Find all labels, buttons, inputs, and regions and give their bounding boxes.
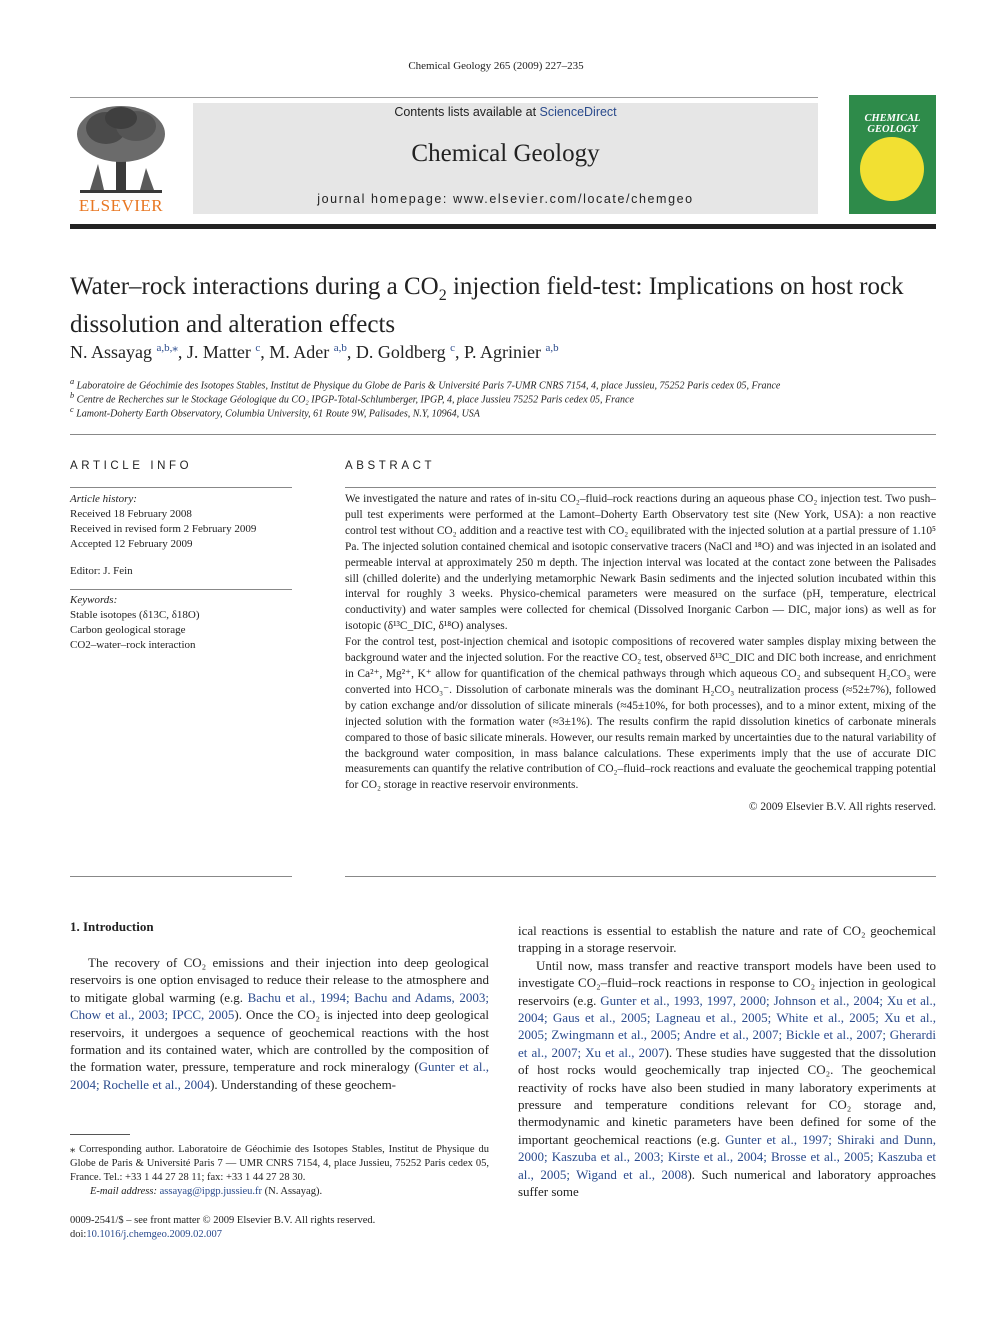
- article-info-rule: [70, 487, 292, 488]
- abstract-paragraph: We investigated the nature and rates of in-situ CO₂–fluid–rock reactions during an aqueous phase CO₂ injection test. Two push–pull test experiments were performed at the Lamont–Doherty Earth Observatory test site (New York, USA): a non reactive control test without CO₂ addition and a reactive test with CO₂ equilibrated with the injected solution at a partial pressure of 1.10⁵ Pa. The injected solution contained chemical and isotopic conservative tracers (NaCl and ¹⁸O) and was injected in an isolated and permeable interval at approximately 250 m depth. The injection interval was located at the contact zone between the Palisades sill (chilled dolerite) and the underlying metamorphic Newark Basin sediments and the injected solution incubated within this interval for roughly 3 weeks. Physico-chemical parameters were measured on the surface (pH, temperature, electrical conductivity) and water samples were collected for chemical (Dissolved Inorganic Carbon — DIC, major ions) as well as for isotopic (δ¹³C_DIC, δ¹⁸O) analyses.: [345, 493, 936, 633]
- journal-homepage[interactable]: journal homepage: www.elsevier.com/locate/chemgeo: [317, 192, 694, 206]
- citation-link[interactable]: Gunter et al., 1997; Shiraki and Dunn, 2000; Kaszuba et al., 2003; Kirste et al., 2004; Brosse et al., 2005; Kaszuba et al., 2005; Wigand et al., 2008: [518, 1131, 936, 1182]
- article-title: [70, 272, 936, 339]
- citation-link[interactable]: Gunter et al., 1993, 1997, 2000; Johnson et al., 2004; Xu et al., 2004; Gaus et al., 2005; Lagneau et al., 2005; White et al., 2005; Xu et al., 2005; Zwingmann et al., 2005; Andre et al., 2007; Bickle et al., 2007; Gherardi et al., 2007; Xu et al., 2007: [518, 992, 937, 1060]
- header-bottom-rule: [70, 224, 936, 229]
- abstract-paragraph: For the control test, post-injection chemical and isotopic compositions of recovered water samples display mixing between the background water and the injected solution. For the reactive CO₂ test, observed δ¹³C_DIC and DIC both increase, and enrichment in Ca²⁺, Mg²⁺, K⁺ allow for quantification of the chemical pathways through which aqueous CO₂ and subsequent H₂CO₃ were converted into HCO₃⁻. Dissolution of carbonate minerals was the dominant H₂CO₃ neutralization process (≈52±7%), followed by cation exchange and/or dissolution of silicate minerals (≈45±10%, for both processes), and to a minor extent, mixing of the injected solution with the formation water (≈3±1%). The results confirm the rapid dissolution kinetics of carbonate minerals compared to those of basic silicate minerals. However, our results remain marked by uncertainties due to the natural variability of the background water composition, in mass balance calculations. These experiments imply that the use of accurate DIC measurements can quantify the relative contribution of CO₂–fluid–rock reactions and evaluate the geochemical trapping potential for CO₂ storage in reactive reservoir environments.: [345, 636, 936, 792]
- journal-name: Chemical Geology: [411, 140, 600, 167]
- abstract-rule: [345, 487, 936, 488]
- doi-link[interactable]: 10.1016/j.chemgeo.2009.02.007: [86, 1229, 222, 1240]
- affiliation: $^c$ Lamont-Doherty Earth Observatory, Columbia University, 61 Route 9W, Palisades, N.Y, 10964, USA: [70, 405, 480, 420]
- email-link[interactable]: assayag@ipgp.jussieu.fr: [159, 1186, 263, 1197]
- title-part-2: injection field-test: Implications on host rock dissolution and alteration effects: [70, 273, 904, 338]
- corresponding-author-footnote: [70, 1143, 489, 1199]
- affiliation: $^a$ Laboratoire de Géochimie des Isotopes Stables, Institut de Physique du Globe de Paris & Université Paris 7-UMR CNRS 7154, 4, place Jussieu, 75252 Paris cedex 05, France: [70, 377, 781, 392]
- doi-line: doi:10.1016/j.chemgeo.2009.02.007: [70, 1229, 222, 1240]
- article-history: [70, 492, 292, 552]
- abstract-bottom-rule: [345, 876, 936, 877]
- intro-paragraph: The recovery of CO₂ emissions and their injection into deep geological reservoirs is one option envisaged to reduce their release to the atmosphere and to mitigate global warming (e.g. Bachu et al., 1994; Bachu and Adams, 2003; Chow et al., 2003; IPCC, 2005). Once the CO₂ is injected into deep geological reservoirs, it undergoes a sequence of geochemical reactions with the host formation and its contained water, which are controlled by the composition of the formation water, pressure, temperature and rock mineralogy (Gunter et al., 2004; Rochelle et al., 2004). Understanding of these geochem-: [70, 955, 490, 1092]
- keyword: Stable isotopes (δ13C, δ18O): [70, 609, 200, 621]
- received-date: Received 18 February 2008: [70, 508, 192, 520]
- abstract-heading: ABSTRACT: [345, 460, 436, 472]
- intro-right-column: [518, 922, 936, 1201]
- affiliation: $^b$ Centre de Recherches sur le Stockage Géologique du CO₂ IPGP-Total-Schlumberger, IPGP, 4, place Jussieu 75252 Paris cedex 05, France: [70, 391, 634, 406]
- footnote-text: ⁎ Corresponding author. Laboratoire de Géochimie des Isotopes Stables, Institut de Physique du Globe de Paris & Université Paris 7 — UMR CNRS 7154, 4, place Jussieu, 75252 Paris cedex 05, France. Tel.: +33 1 44 27 28 11; fax: +33 1 44 27 28 30.: [70, 1144, 489, 1183]
- issn-line: 0009-2541/$ – see front matter © 2009 Elsevier B.V. All rights reserved.: [70, 1215, 376, 1226]
- section-heading-introduction: 1. Introduction: [70, 919, 154, 934]
- contents-prefix: Contents lists available at: [394, 105, 540, 119]
- info-bottom-rule: [70, 876, 292, 877]
- publisher-name: ELSEVIER: [78, 196, 164, 215]
- front-matter: [70, 1214, 489, 1242]
- cover-title: [849, 113, 936, 135]
- title-subscript: 2: [438, 287, 447, 304]
- citation-link[interactable]: Gunter et al., 2004; Rochelle et al., 2004: [70, 1059, 489, 1092]
- cover-title-line-2: GEOLOGY: [867, 124, 918, 135]
- sciencedirect-link[interactable]: ScienceDirect: [539, 105, 617, 119]
- keyword: CO2–water–rock interaction: [70, 639, 196, 651]
- copyright: © 2009 Elsevier B.V. All rights reserved.: [748, 801, 936, 814]
- accepted-date: Accepted 12 February 2009: [70, 538, 193, 550]
- journal-citation: Chemical Geology 265 (2009) 227–235: [408, 60, 584, 72]
- intro-paragraph: Until now, mass transfer and reactive transport models have been used to investigate CO₂–fluid–rock reactions in response to CO₂ injection in geological reservoirs (e.g. Gunter et al., 1993, 1997, 2000; Johnson et al., 2004; Xu et al., 2004; Gaus et al., 2005; Lagneau et al., 2005; White et al., 2005; Xu et al., 2005; Zwingmann et al., 2005; Andre et al., 2007; Bickle et al., 2007; Gherardi et al., 2007; Xu et al., 2007). These studies have suggested that the dissolution of host rocks would geochemically trap injected CO₂. The geochemical reactivity of rocks have also been studied in many laboratory experiments at pressure and temperature conditions relevant for CO₂ storage and, thermodynamic and kinetic parameters have been defined for some of the important geochemical reactions (e.g. Gunter et al., 1997; Shiraki and Dunn, 2000; Kaszuba et al., 2003; Kirste et al., 2004; Brosse et al., 2005; Kaszuba et al., 2005; Wigand et al., 2008). Such numerical and laboratory approaches suffer some: [518, 957, 937, 1200]
- cover-title-line-1: CHEMICAL: [864, 113, 921, 124]
- keywords-label: Keywords:: [70, 594, 118, 606]
- author: M. Ader $^{a,b}$: [269, 342, 347, 362]
- intro-paragraph: ical reactions is essential to establish the nature and rate of CO₂ geochemical trapping in a storage reservoir.: [518, 923, 936, 956]
- header-rule: [70, 97, 818, 98]
- email-line: E-mail address: assayag@ipgp.jussieu.fr (N. Assayag).: [90, 1186, 323, 1197]
- citation-link[interactable]: Bachu et al., 1994; Bachu and Adams, 2003; Chow et al., 2003; IPCC, 2005: [70, 989, 490, 1023]
- editor: Editor: J. Fein: [70, 565, 133, 577]
- keywords: [70, 593, 292, 653]
- keywords-rule: [70, 589, 292, 590]
- revised-date: Received in revised form 2 February 2009: [70, 523, 257, 535]
- title-part-1: Water–rock interactions during a CO: [70, 273, 439, 300]
- keyword: Carbon geological storage: [70, 624, 186, 636]
- footnote-rule: [70, 1134, 130, 1135]
- title-block-rule: [70, 434, 936, 435]
- history-label: Article history:: [70, 493, 137, 505]
- abstract-body: [345, 492, 936, 816]
- author: J. Matter $^c$: [186, 342, 261, 362]
- contents-line: [193, 105, 818, 119]
- author: N. Assayag $^{a,b,⁎}$: [70, 342, 178, 362]
- intro-left-column: [70, 954, 489, 1093]
- author: P. Agrinier $^{a,b}$: [463, 342, 559, 362]
- author: D. Goldberg $^c$: [355, 342, 455, 362]
- article-info-heading: ARTICLE INFO: [70, 460, 193, 472]
- cover-graphic: [860, 137, 924, 201]
- author-list: N. Assayag $^{a,b,⁎}$, J. Matter $^c$, M. Ader $^{a,b}$, D. Goldberg $^c$, P. Agrinier $^{a,b}$: [70, 342, 559, 362]
